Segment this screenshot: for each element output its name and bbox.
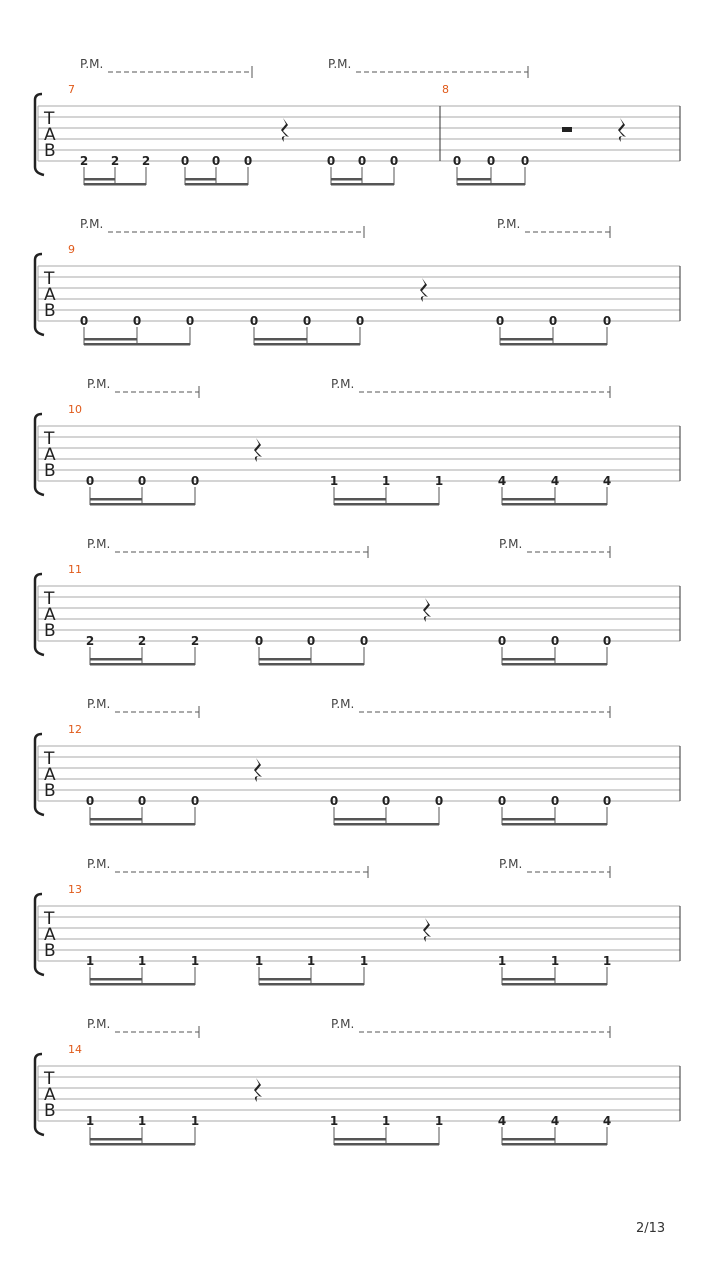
fret-number: 0 (249, 314, 259, 328)
beam (259, 663, 364, 666)
fret-number: 4 (497, 1114, 507, 1128)
measure-number: 10 (68, 403, 82, 416)
measure-number: 7 (68, 83, 75, 96)
beam (502, 823, 607, 826)
page-number: 2/13 (636, 1221, 666, 1236)
beam-secondary (334, 1138, 386, 1141)
beam-secondary (502, 818, 555, 821)
fret-number: 4 (497, 474, 507, 488)
measure-number: 12 (68, 723, 82, 736)
fret-number: 1 (306, 954, 316, 968)
fret-number: 0 (497, 794, 507, 808)
fret-number: 2 (137, 634, 147, 648)
beam (90, 1143, 195, 1146)
measure-number: 11 (68, 563, 82, 576)
beam (334, 823, 439, 826)
tab-clef-letter: A (44, 285, 56, 305)
beam (502, 983, 607, 986)
beam (502, 503, 607, 506)
staff-system (35, 537, 680, 666)
fret-number: 1 (434, 474, 444, 488)
beam-secondary (84, 338, 137, 341)
beam (185, 183, 248, 186)
fret-number: 2 (190, 634, 200, 648)
palm-mute-label: P.M. (80, 217, 104, 231)
fret-number: 0 (520, 154, 530, 168)
tab-clef-letter: A (44, 765, 56, 785)
fret-number: 4 (602, 1114, 612, 1128)
staff-system (35, 697, 680, 826)
fret-number: 1 (137, 954, 147, 968)
beam-secondary (334, 498, 386, 501)
fret-number: 0 (329, 794, 339, 808)
fret-number: 1 (434, 1114, 444, 1128)
tab-clef-letter: T (44, 109, 55, 129)
tab-clef-letter: T (44, 269, 55, 289)
tab-clef-letter: T (44, 429, 55, 449)
palm-mute-label: P.M. (80, 57, 104, 71)
beam (90, 823, 195, 826)
tab-clef-letter: A (44, 1085, 56, 1105)
beam (259, 983, 364, 986)
fret-number: 1 (254, 954, 264, 968)
beam (331, 183, 394, 186)
tab-clef-letter: T (44, 909, 55, 929)
fret-number: 0 (180, 154, 190, 168)
fret-number: 0 (185, 314, 195, 328)
fret-number: 0 (550, 794, 560, 808)
tab-clef-letter: A (44, 605, 56, 625)
palm-mute-label: P.M. (87, 537, 111, 551)
fret-number: 1 (137, 1114, 147, 1128)
staff-system (35, 217, 680, 346)
fret-number: 0 (132, 314, 142, 328)
palm-mute-label: P.M. (499, 857, 523, 871)
tab-clef-letter: T (44, 1069, 55, 1089)
beam (90, 503, 195, 506)
measure-number: 13 (68, 883, 82, 896)
beam (502, 663, 607, 666)
beam-secondary (502, 1138, 555, 1141)
beam (457, 183, 525, 186)
fret-number: 2 (141, 154, 151, 168)
beam (90, 663, 195, 666)
fret-number: 1 (329, 474, 339, 488)
tab-clef-letter: A (44, 445, 56, 465)
beam-secondary (84, 178, 115, 181)
beam-secondary (502, 498, 555, 501)
fret-number: 0 (602, 794, 612, 808)
fret-number: 0 (137, 794, 147, 808)
fret-number: 1 (85, 1114, 95, 1128)
fret-number: 0 (602, 634, 612, 648)
half-rest-icon (562, 127, 572, 132)
fret-number: 1 (497, 954, 507, 968)
fret-number: 0 (548, 314, 558, 328)
fret-number: 4 (550, 1114, 560, 1128)
beam (334, 503, 439, 506)
fret-number: 1 (381, 474, 391, 488)
beam-secondary (334, 818, 386, 821)
fret-number: 0 (211, 154, 221, 168)
beam (254, 343, 360, 346)
tab-clef-letter: B (44, 141, 56, 161)
tab-clef-letter: B (44, 461, 56, 481)
fret-number: 0 (486, 154, 496, 168)
beam-secondary (254, 338, 307, 341)
beam-secondary (185, 178, 216, 181)
fret-number: 0 (434, 794, 444, 808)
fret-number: 0 (79, 314, 89, 328)
tab-clef-letter: B (44, 301, 56, 321)
fret-number: 0 (85, 794, 95, 808)
staff-system (35, 57, 680, 186)
fret-number: 0 (359, 634, 369, 648)
quarter-rest-icon (420, 278, 428, 302)
measure-number: 14 (68, 1043, 82, 1056)
fret-number: 0 (389, 154, 399, 168)
beam-secondary (500, 338, 553, 341)
beam-secondary (259, 978, 311, 981)
fret-number: 1 (359, 954, 369, 968)
fret-number: 0 (190, 474, 200, 488)
fret-number: 0 (355, 314, 365, 328)
fret-number: 0 (137, 474, 147, 488)
palm-mute-label: P.M. (87, 1017, 111, 1031)
beam (502, 1143, 607, 1146)
fret-number: 1 (190, 954, 200, 968)
quarter-rest-icon (423, 918, 431, 942)
tab-clef-letter: T (44, 589, 55, 609)
tab-clef-letter: T (44, 749, 55, 769)
fret-number: 0 (302, 314, 312, 328)
beam (500, 343, 607, 346)
beam-secondary (90, 658, 142, 661)
beam-secondary (90, 978, 142, 981)
beam-secondary (259, 658, 311, 661)
fret-number: 0 (452, 154, 462, 168)
palm-mute-label: P.M. (497, 217, 521, 231)
measure-number: 8 (442, 83, 449, 96)
fret-number: 2 (110, 154, 120, 168)
fret-number: 0 (550, 634, 560, 648)
fret-number: 0 (85, 474, 95, 488)
fret-number: 4 (602, 474, 612, 488)
palm-mute-label: P.M. (328, 57, 352, 71)
beam-secondary (90, 498, 142, 501)
fret-number: 1 (329, 1114, 339, 1128)
beam-secondary (90, 1138, 142, 1141)
fret-number: 1 (550, 954, 560, 968)
tab-clef-letter: A (44, 925, 56, 945)
fret-number: 0 (495, 314, 505, 328)
palm-mute-label: P.M. (331, 377, 355, 391)
beam-secondary (502, 658, 555, 661)
palm-mute-label: P.M. (499, 537, 523, 551)
quarter-rest-icon (254, 438, 262, 462)
fret-number: 1 (381, 1114, 391, 1128)
tab-clef-letter: B (44, 941, 56, 961)
fret-number: 0 (326, 154, 336, 168)
beam-secondary (331, 178, 362, 181)
fret-number: 1 (190, 1114, 200, 1128)
staff-system (35, 857, 680, 986)
beam-secondary (90, 818, 142, 821)
fret-number: 0 (306, 634, 316, 648)
fret-number: 0 (357, 154, 367, 168)
palm-mute-label: P.M. (331, 1017, 355, 1031)
fret-number: 0 (381, 794, 391, 808)
fret-number: 1 (85, 954, 95, 968)
quarter-rest-icon (254, 1078, 262, 1102)
beam (84, 183, 146, 186)
tab-clef-letter: B (44, 781, 56, 801)
quarter-rest-icon (618, 118, 626, 142)
fret-number: 0 (243, 154, 253, 168)
palm-mute-label: P.M. (87, 857, 111, 871)
palm-mute-label: P.M. (87, 377, 111, 391)
staff-system (35, 377, 680, 506)
fret-number: 0 (602, 314, 612, 328)
quarter-rest-icon (281, 118, 289, 142)
beam (90, 983, 195, 986)
quarter-rest-icon (423, 598, 431, 622)
fret-number: 0 (254, 634, 264, 648)
fret-number: 1 (602, 954, 612, 968)
fret-number: 2 (85, 634, 95, 648)
tab-clef-letter: B (44, 1101, 56, 1121)
tab-clef-letter: A (44, 125, 56, 145)
palm-mute-label: P.M. (331, 697, 355, 711)
beam-secondary (457, 178, 491, 181)
quarter-rest-icon (254, 758, 262, 782)
fret-number: 4 (550, 474, 560, 488)
fret-number: 2 (79, 154, 89, 168)
staff-system (35, 1017, 680, 1146)
fret-number: 0 (497, 634, 507, 648)
beam (334, 1143, 439, 1146)
beam (84, 343, 190, 346)
measure-number: 9 (68, 243, 75, 256)
beam-secondary (502, 978, 555, 981)
palm-mute-label: P.M. (87, 697, 111, 711)
tab-clef-letter: B (44, 621, 56, 641)
fret-number: 0 (190, 794, 200, 808)
